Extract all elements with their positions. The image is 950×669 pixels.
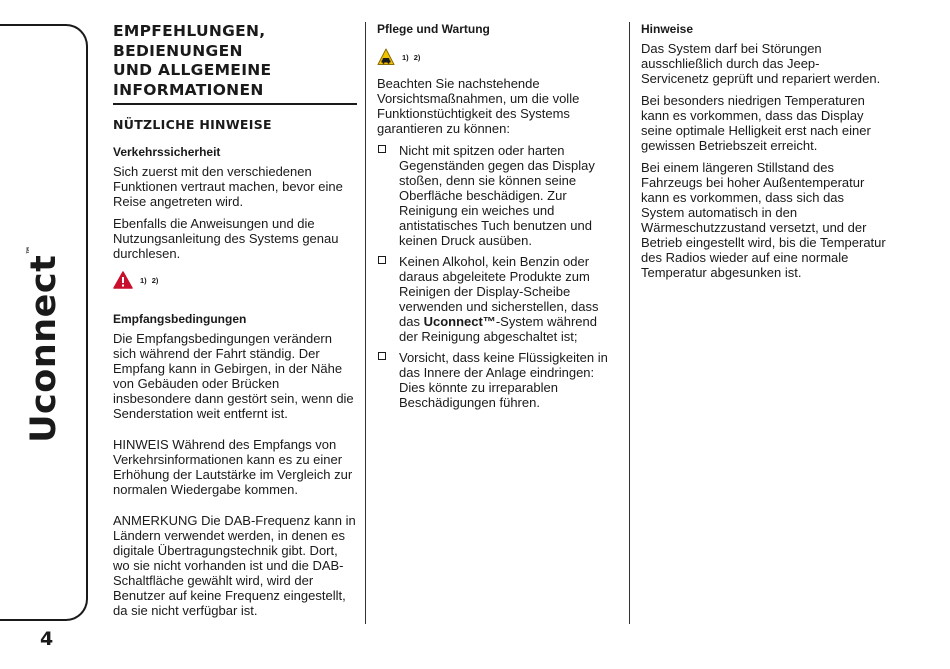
note-references: 1) 2) bbox=[402, 52, 421, 62]
caution-reference bbox=[377, 47, 617, 67]
side-tab-label bbox=[24, 245, 64, 443]
brand-name: Uconnect bbox=[24, 254, 64, 443]
precaution-list bbox=[377, 143, 617, 410]
heading-verkehrssicherheit: Verkehrssicherheit bbox=[113, 145, 221, 159]
heading-hinweise: Hinweise bbox=[641, 22, 694, 36]
list-item bbox=[377, 254, 617, 344]
checkbox-bullet-icon bbox=[378, 352, 386, 360]
column-2 bbox=[377, 22, 617, 416]
page-number: 4 bbox=[40, 628, 54, 650]
list-item-text: Keinen Alkohol, kein Benzin oder daraus abgeleitete Produkte zum Reinigen der Display-Scheibe verwenden und sicherstellen, dass das bbox=[399, 254, 599, 329]
paragraph: Die Empfangsbedingungen verändern sich während der Fahrt ständig. Der Empfang kann in Gebirgen, in der Nähe von Gebäuden oder Brücken insbesondere dann gestört sein, wenn die Senderstation weit entfernt ist. bbox=[113, 331, 354, 421]
side-tab bbox=[0, 24, 88, 621]
caution-car-icon bbox=[377, 48, 395, 66]
list-item-text: -System während der Reinigung abgeschaltet ist; bbox=[399, 314, 597, 344]
list-item bbox=[377, 350, 617, 410]
main-title: EMPFEHLUNGEN, BEDIENUNGEN UND ALLGEMEINE INFORMATIONEN bbox=[113, 22, 357, 105]
paragraph: Bei besonders niedrigen Temperaturen kann es vorkommen, dass das Display seine optimale Helligkeit erst nach einer gewissen Betriebszeit erreicht. bbox=[641, 93, 871, 153]
column-1 bbox=[113, 22, 357, 625]
column-divider-1 bbox=[365, 22, 366, 624]
list-item-text: Nicht mit spitzen oder harten Gegenständen gegen das Display stoßen, denn sie können seine Oberfläche beschädigen. Zur Reinigung ein weiches und antistatisches Tuch benutzen und keinen Druck ausüben. bbox=[399, 143, 595, 248]
list-item bbox=[377, 143, 617, 248]
paragraph: Ebenfalls die Anweisungen und die Nutzungsanleitung des Systems genau durchlesen. bbox=[113, 216, 339, 261]
trademark-symbol: ™ bbox=[26, 245, 36, 255]
paragraph: Sich zuerst mit den verschiedenen Funktionen vertraut machen, bevor eine Reise angetreten wird. bbox=[113, 164, 343, 209]
intro-paragraph: Beachten Sie nachstehende Vorsichtsmaßnahmen, um die volle Funktionstüchtigkeit des Systems garantieren zu können: bbox=[377, 76, 580, 136]
remark-paragraph: ANMERKUNG Die DAB-Frequenz kann in Ländern verwendet werden, in denen es digitale Übertragungstechnik gibt. Dort, wo sie nicht vorhanden ist und die DAB-Schaltfläche gewählt wird, wird der Benutzer auf keine Frequenz eingestellt, da sie nicht verfügbar ist. bbox=[113, 513, 356, 618]
checkbox-bullet-icon bbox=[378, 145, 386, 153]
heading-pflege-und-wartung: Pflege und Wartung bbox=[377, 22, 490, 36]
section-title: NÜTZLICHE HINWEISE bbox=[113, 117, 272, 132]
brand-name-inline: Uconnect™ bbox=[423, 314, 496, 329]
list-item-text: Vorsicht, dass keine Flüssigkeiten in das Innere der Anlage eindringen: Dies könnte zu irreparablen Beschädigungen führen. bbox=[399, 350, 608, 410]
checkbox-bullet-icon bbox=[378, 256, 386, 264]
column-3 bbox=[641, 22, 886, 287]
warning-triangle-icon bbox=[113, 271, 133, 289]
note-references: 1) 2) bbox=[140, 275, 159, 285]
heading-empfangsbedingungen: Empfangsbedingungen bbox=[113, 312, 247, 326]
paragraph: Bei einem längeren Stillstand des Fahrzeugs bei hoher Außentemperatur kann es vorkommen, dass sich das System automatisch in den Wärmeschutzzustand versetzt, und der Betrieb eingestellt wird, bis die Temperatur des Radios wieder auf eine normale Temperatur abgesunken ist. bbox=[641, 160, 886, 280]
paragraph: Das System darf bei Störungen ausschließlich durch das Jeep-Servicenetz geprüft und repariert werden. bbox=[641, 41, 881, 86]
warning-reference bbox=[113, 270, 357, 290]
column-divider-2 bbox=[629, 22, 630, 624]
note-paragraph: HINWEIS Während des Empfangs von Verkehrsinformationen kann es zu einer Erhöhung der Lautstärke im Vergleich zur normalen Wiedergabe kommen. bbox=[113, 437, 353, 497]
